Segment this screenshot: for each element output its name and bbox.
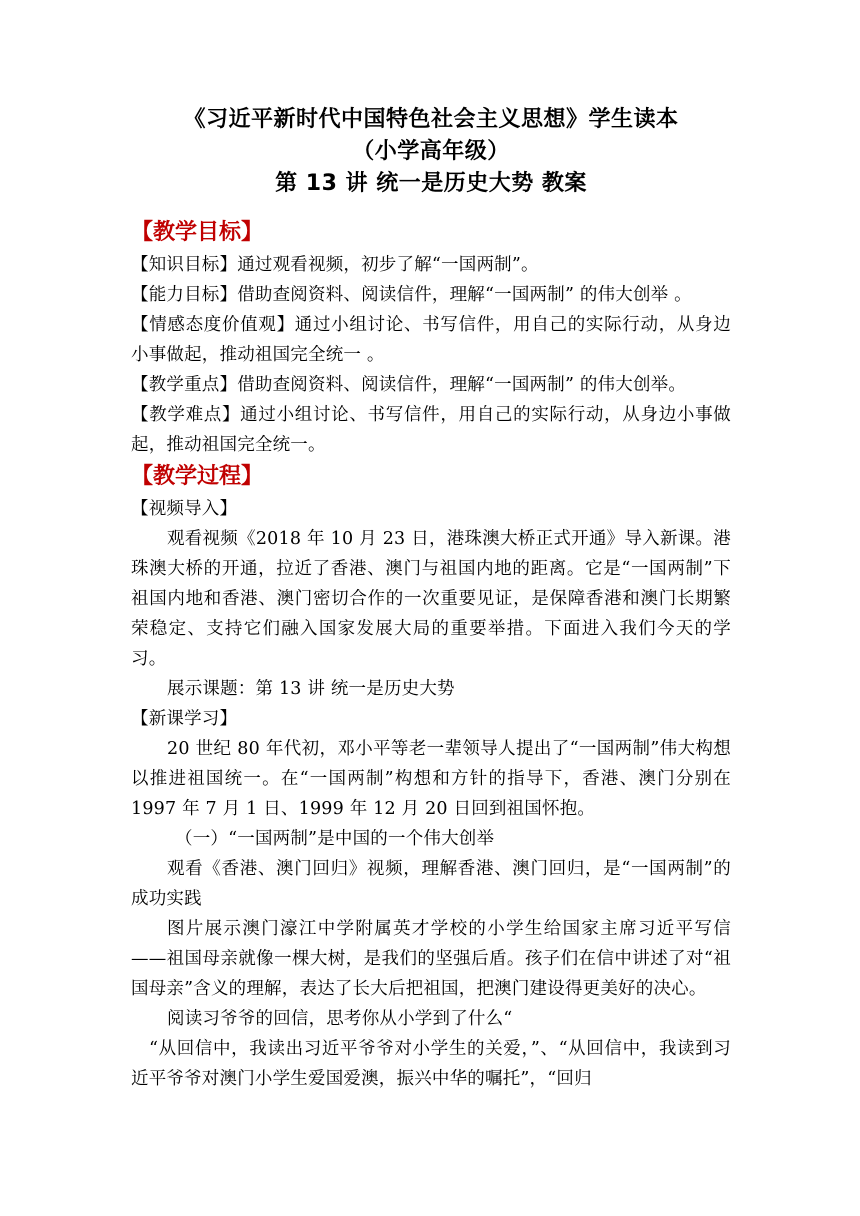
video-intro-label: 【视频导入】 xyxy=(131,499,238,519)
key-point: 【教学重点】借助查阅资料、阅读信件，理解“一国两制” 的伟大创举。 xyxy=(131,375,687,395)
lesson-title: 第 13 讲 统一是历史大势 教案 xyxy=(275,171,587,196)
ability-objective: 【能力目标】借助查阅资料、阅读信件，理解“一国两制” 的伟大创举 。 xyxy=(131,285,692,305)
objectives-heading: 【教学目标】 xyxy=(131,220,264,245)
video-intro-paragraph: 观看视频《2018 年 10 月 23 日，港珠澳大桥正式开通》导入新课。港珠澳大桥的开通，拉近了香港、澳门与祖国内地的距离。它是“一国两制”下祖国内地和香港、澳门密切合作的一次重要见证，是保障香港和澳门长期繁荣稳定、支持它们融入国家发展大局的重要举措。下面进入我们今天的学习。 xyxy=(131,529,731,669)
values-objective: 【情感态度价值观】通过小组讨论、书写信件，用自己的实际行动，从身边小事做起，推动祖国完全统一 。 xyxy=(131,315,731,365)
process-heading: 【教学过程】 xyxy=(131,464,264,489)
watch-video-paragraph: 观看《香港、澳门回归》视频，理解香港、澳门回归，是“一国两制”的成功实践 xyxy=(131,859,731,909)
show-topic: 展示课题：第 13 讲 统一是历史大势 xyxy=(167,679,455,699)
new-lesson-label: 【新课学习】 xyxy=(131,709,238,729)
picture-show-paragraph: 图片展示澳门濠江中学附属英才学校的小学生给国家主席习近平写信——祖国母亲就像一棵大树，是我们的坚强后盾。孩子们在信中讲述了对“祖国母亲”含义的理解，表达了长大后把祖国，把澳门建设得更美好的决心。 xyxy=(131,919,731,999)
difficulty-point: 【教学难点】通过小组讨论、书写信件，用自己的实际行动，从身边小事做起，推动祖国完全统一。 xyxy=(131,405,731,455)
document-page xyxy=(131,96,731,1094)
document-subtitle: （小学高年级） xyxy=(352,139,510,164)
document-title: 《习近平新时代中国特色社会主义思想》学生读本 xyxy=(183,107,679,132)
new-lesson-paragraph: 20 世纪 80 年代初，邓小平等老一辈领导人提出了“一国两制”伟大构想以推进祖国统一。在“一国两制”构想和方针的指导下，香港、澳门分别在 1997 年 7 月 1 日、1999 年 12 月 20 日回到祖国怀抱。 xyxy=(131,739,731,819)
quotes-paragraph: “从回信中，我读出习近平爷爷对小学生的关爱，”、“从回信中，我读到习近平爷爷对澳门小学生爱国爱澳，振兴中华的嘱托”，“回归 xyxy=(131,1039,731,1089)
subsection-heading: （一）“一国两制”是中国的一个伟大创举 xyxy=(175,829,495,849)
knowledge-objective: 【知识目标】通过观看视频，初步了解“一国两制”。 xyxy=(131,255,539,275)
read-letter-paragraph: 阅读习爷爷的回信，思考你从小学到了什么“ xyxy=(167,1009,513,1029)
